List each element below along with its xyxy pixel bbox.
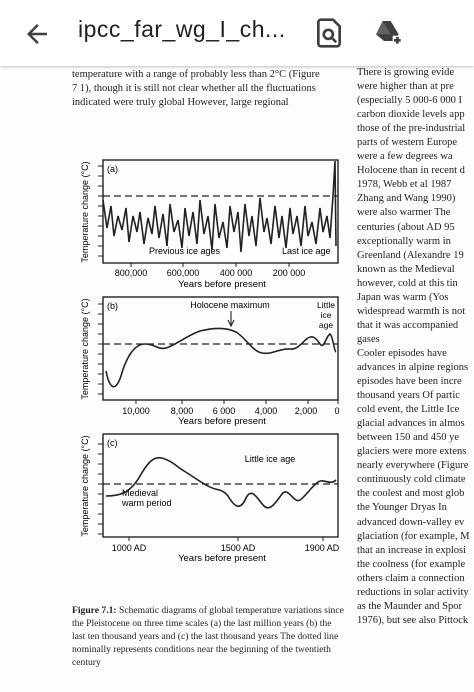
figure-7-1	[0, 66, 360, 606]
panel-b-xtick: 2,000	[294, 406, 318, 416]
panel-c-annotation: warm period	[122, 498, 172, 508]
document-title: ipcc_far_wg_I_ch...	[78, 16, 286, 42]
panel-a-xlabel: Years before present	[178, 279, 266, 290]
text-line: continuously cold climate	[357, 474, 466, 486]
text-line: between 150 and 450 ye	[357, 432, 460, 444]
text-line: Cooler episodes have	[357, 347, 447, 359]
text-line: the coolness (for example	[357, 558, 466, 570]
panel-b-temperature-curve	[106, 329, 336, 387]
text-line: known as the Medieval	[357, 263, 455, 275]
text-line: Japan was warm (Yos	[357, 291, 449, 303]
panel-c-annotation: Little ice age	[244, 454, 296, 464]
text-line: exceptionally warm in	[357, 235, 451, 247]
text-line: that an increase in explosi	[357, 544, 467, 556]
text-line: Holocene than in recent d	[357, 165, 465, 177]
text-line: were a few degrees wa	[357, 151, 453, 163]
panel-b-xtick: 6 000	[212, 406, 236, 416]
caption-figure-number: Figure 7.1:	[72, 605, 117, 616]
text-line: glacial advances in almos	[357, 418, 465, 430]
holocene-maximum-arrow	[228, 311, 234, 326]
text-line: as the Maunder and Spor	[357, 600, 462, 612]
panel-c-xlabel: Years before present	[178, 553, 266, 564]
text-line: 7 1), though it is still not clear whether all the fluctuations	[72, 83, 316, 94]
text-line: thousand years Of partic	[357, 390, 460, 402]
panel-a-annotation: Previous ice ages	[149, 246, 221, 256]
panel-a-annotation: Last ice age	[282, 246, 331, 256]
panel-c-xtick: 1500 AD	[220, 543, 256, 553]
panel-b-frame	[103, 297, 338, 400]
text-line: widespread warmth is not	[357, 305, 466, 317]
panel-a-xtick: 400 000	[219, 268, 253, 278]
panel-b-xtick: 0	[334, 406, 340, 416]
text-line: (especially 5 000-6 000 I	[357, 95, 462, 107]
panel-a-temperature-curve	[103, 161, 336, 252]
text-line: glaciers were more extens	[357, 446, 467, 458]
text-line: that it was accompanied	[357, 319, 459, 331]
text-line: the coolest and most glob	[357, 488, 465, 500]
text-line: indicated were truly global However, large regional	[72, 97, 289, 108]
right-column	[357, 66, 474, 628]
panel-b-label: (b)	[107, 301, 118, 311]
text-line: Zhang and Wang 1990)	[357, 193, 456, 205]
text-line: were also warmer The	[357, 207, 451, 219]
document-search-icon[interactable]	[313, 17, 345, 49]
text-line: cold event, the Little Ice	[357, 404, 460, 416]
panel-a	[80, 160, 338, 290]
text-line: There is growing evide	[357, 67, 455, 78]
text-line: 1976), but see also Pittock	[357, 614, 469, 626]
panel-c-annotation: Medieval	[122, 488, 159, 498]
text-line: gases	[357, 333, 380, 345]
text-line: however, cold at this tin	[357, 277, 458, 289]
text-line: advances in alpine regions	[357, 361, 469, 373]
text-line: 1978, Webb et al 1987	[357, 179, 452, 191]
panel-b-annotation: age	[318, 320, 334, 330]
panel-b-xlabel: Years before present	[178, 416, 266, 427]
text-line: the Younger Dryas In	[357, 502, 447, 514]
text-line: carbon dioxide levels app	[357, 109, 465, 121]
text-line: episodes have been incre	[357, 376, 462, 388]
panel-a-xtick: 600,000	[166, 268, 200, 278]
panel-c	[80, 434, 340, 564]
panel-b-ylabel: Temperature change (°C)	[80, 298, 90, 400]
text-line: glaciation (for example, M	[357, 530, 470, 542]
panel-b-annotation: ice	[320, 310, 332, 320]
panel-c-xtick: 1900 AD	[304, 543, 340, 553]
app-bar	[0, 0, 474, 66]
text-line: advanced down-valley ev	[357, 516, 465, 528]
panel-a-label: (a)	[107, 164, 118, 174]
text-line: centuries (about AD 95	[357, 221, 455, 233]
panel-a-xtick: 200 000	[272, 268, 306, 278]
text-line: parts of western Europe	[357, 137, 458, 149]
document-page[interactable]	[0, 66, 474, 692]
panel-c-xtick: 1000 AD	[111, 543, 147, 553]
google-drive-add-icon[interactable]	[372, 17, 404, 49]
panel-b	[80, 297, 340, 427]
text-line: nearly everywhere (Figure	[357, 460, 469, 472]
text-line: others claim a connection	[357, 572, 465, 584]
text-line: those of the pre-industrial	[357, 123, 466, 135]
panel-b-xtick: 8,000	[170, 406, 194, 416]
panel-b-annotation: Holocene maximum	[190, 300, 270, 310]
panel-c-frame	[103, 434, 338, 537]
caption-text: Schematic diagrams of global temperature variations since the Pleistocene on three time scales (a) the last million years (b) the last ten thousand years and (c) the last thousand years The dotted line nominally represents conditions near the beginning of the twentieth century	[72, 605, 344, 668]
panel-c-ylabel: Temperature change (°C)	[80, 435, 90, 537]
text-line: were higher than at pre	[357, 81, 454, 93]
text-line: Greenland (Alexandre 19	[357, 249, 464, 261]
panel-b-xtick: 4,000	[254, 406, 278, 416]
figure-caption	[72, 604, 347, 669]
arrow-left-icon[interactable]	[22, 19, 52, 49]
text-line: reductions in solar activity	[357, 586, 469, 598]
panel-a-xtick: 800,000	[114, 268, 148, 278]
panel-a-ylabel: Temperature change (°C)	[80, 161, 90, 263]
panel-b-xtick: 10,000	[122, 406, 150, 416]
panel-c-label: (c)	[107, 438, 118, 448]
panel-b-annotation: Little	[317, 300, 335, 310]
text-line: temperature with a range of probably less than 2°C (Figure	[72, 69, 320, 80]
